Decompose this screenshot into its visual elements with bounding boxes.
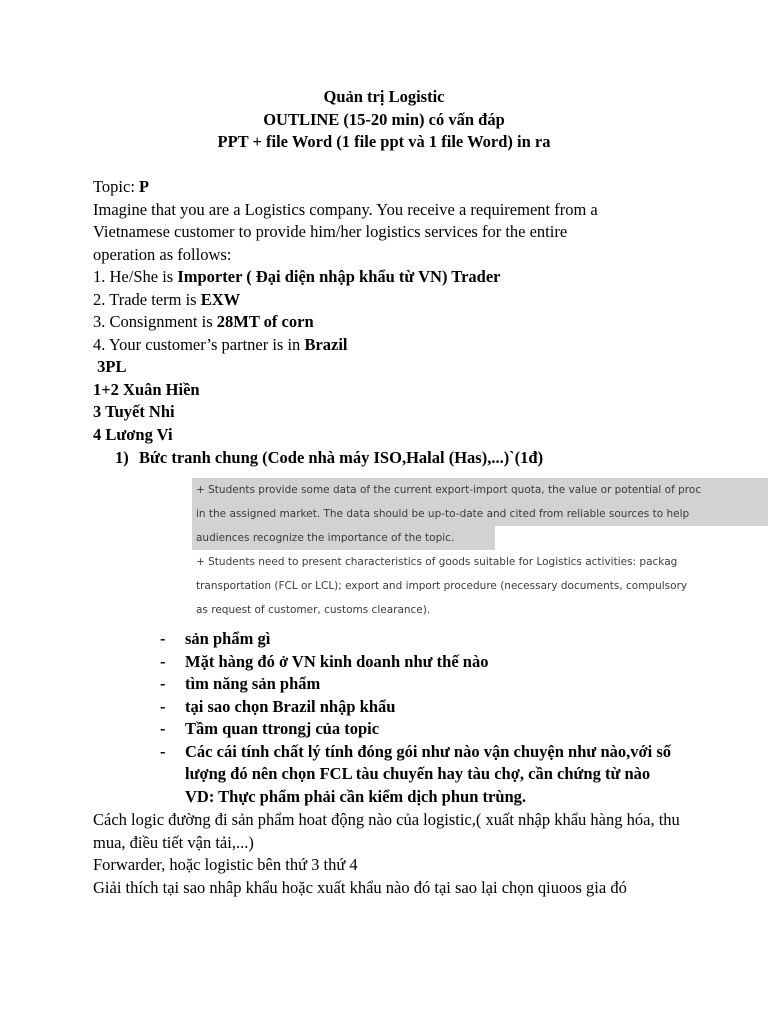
topic-value: P xyxy=(139,177,150,196)
assignment-item: 3 Tuyết Nhi xyxy=(93,402,175,421)
deliverables-heading: PPT + file Word (1 file ppt và 1 file Word) in ra xyxy=(217,132,551,151)
bullet-list xyxy=(160,628,680,808)
list-item xyxy=(160,651,680,674)
requirement-item xyxy=(93,266,693,289)
list-item xyxy=(160,673,680,696)
note-paragraph: Forwarder, hoặc logistic bên thứ 3 thứ 4 xyxy=(93,855,358,874)
requirement-item xyxy=(93,311,693,334)
intro-line-1: Imagine that you are a Logistics company. You receive a requirement from a xyxy=(93,199,598,219)
list-item-text: Tầm quan ttrongj của topic xyxy=(185,719,380,738)
intro-line-3: operation as follows: xyxy=(93,244,232,264)
dash-marker: - xyxy=(160,719,166,738)
assignment-body xyxy=(93,176,693,446)
section-title: Bức tranh chung (Code nhà máy ISO,Halal (Has),...)`(1đ) xyxy=(139,448,544,467)
assignment-item: 4 Lương Vi xyxy=(93,424,173,444)
screenshot-line: + Students provide some data of the current export-import quota, the value or potential of proc xyxy=(196,484,702,496)
list-item-text: sản phẩm gì xyxy=(185,629,271,648)
screenshot-line: audiences recognize the importance of the topic. xyxy=(196,532,455,544)
dash-marker: - xyxy=(160,674,166,693)
list-item xyxy=(160,718,680,741)
section-heading xyxy=(115,447,543,470)
requirement-value: Importer ( Đại diện nhập khẩu từ VN) Trader xyxy=(177,267,501,286)
section-number: 1) xyxy=(115,448,129,467)
instructions-screenshot xyxy=(192,476,768,624)
requirement-prefix: 1. He/She is xyxy=(93,267,178,286)
screenshot-line: as request of customer, customs clearance). xyxy=(196,604,431,616)
requirement-prefix: 3. Consignment is xyxy=(93,312,217,331)
list-item xyxy=(160,628,680,651)
list-item xyxy=(160,741,680,809)
list-item xyxy=(160,696,680,719)
requirement-value: Brazil xyxy=(304,334,348,354)
intro-line-2: Vietnamese customer to provide him/her logistics services for the entire xyxy=(93,222,568,241)
requirement-prefix: 4. Your customer’s partner is in xyxy=(93,334,305,354)
list-item-text: Mặt hàng đó ở VN kinh doanh như thế nào xyxy=(185,651,489,671)
list-item-text: tìm năng sản phẩm xyxy=(185,674,321,693)
list-item-text: tại sao chọn Brazil nhập khẩu xyxy=(185,696,396,716)
outline-heading: OUTLINE (15-20 min) có vấn đáp xyxy=(263,109,505,129)
list-item-text: Các cái tính chất lý tính đóng gói như nào vận chuyện như nào,với số lượng đó nên chọn FCL tàu chuyến hay tàu chợ, cần chứng từ nào VD: Thực phẩm phải cần kiểm dịch phun trùng. xyxy=(185,741,672,806)
note-paragraph: Giải thích tại sao nhâp khẩu hoặc xuất khẩu nào đó tại sao lại chọn qiuoos gia đó xyxy=(93,877,627,897)
dash-marker: - xyxy=(160,629,166,648)
requirement-value: 28MT of corn xyxy=(216,312,314,331)
course-title: Quản trị Logistic xyxy=(323,87,445,106)
dash-marker: - xyxy=(160,651,166,671)
requirement-prefix: 2. Trade term is xyxy=(93,289,201,309)
assignment-item: 1+2 Xuân Hiền xyxy=(93,379,200,399)
document-title-block xyxy=(0,86,768,154)
topic-line xyxy=(93,176,693,199)
topic-label: Topic: xyxy=(93,177,140,196)
note-paragraph: Cách logic đường đi sản phẩm hoat động nào của logistic,( xuất nhập khẩu hàng hóa, thu mua, điều tiết vận tải,...) xyxy=(93,810,680,852)
screenshot-line: in the assigned market. The data should be up-to-date and cited from reliable sources to help xyxy=(196,508,690,520)
screenshot-line: + Students need to present characteristics of goods suitable for Logistics activities: packag xyxy=(196,556,678,568)
dash-marker: - xyxy=(160,741,166,761)
dash-marker: - xyxy=(160,696,166,716)
requirement-item xyxy=(93,289,693,312)
threepl-label: 3PL xyxy=(93,357,127,376)
screenshot-line: transportation (FCL or LCL); export and import procedure (necessary documents, compulsory xyxy=(196,580,688,592)
requirement-value: EXW xyxy=(200,289,241,309)
notes-block xyxy=(93,809,683,899)
requirement-item xyxy=(93,334,693,357)
